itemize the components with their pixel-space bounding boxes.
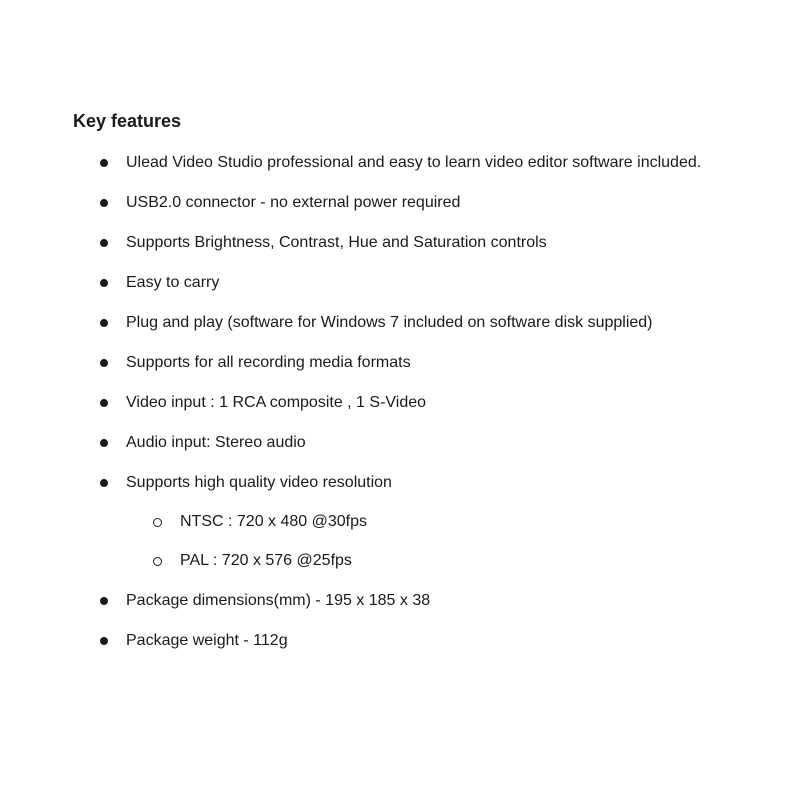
list-item-text: Package dimensions(mm) - 195 x 185 x 38: [126, 592, 431, 609]
bullet-icon: [100, 359, 108, 367]
bullet-icon: [100, 199, 108, 207]
list-item-text: Easy to carry: [126, 274, 220, 291]
bullet-icon: [100, 479, 108, 487]
bullet-icon: [100, 239, 108, 247]
list-item-text: Supports high quality video resolution: [126, 474, 392, 491]
list-item-text: USB2.0 connector - no external power required: [126, 194, 461, 211]
list-item-text: Package weight - 112g: [126, 632, 288, 649]
bullet-icon: [100, 159, 108, 167]
list-item-text: Video input : 1 RCA composite , 1 S-Video: [126, 394, 427, 411]
bullet-icon: [100, 597, 108, 605]
bullet-icon: [100, 439, 108, 447]
sub-list-item-text: PAL : 720 x 576 @25fps: [180, 552, 352, 569]
bullet-icon: [100, 319, 108, 327]
bullet-icon: [100, 279, 108, 287]
hollow-circle-bullet-icon: [153, 557, 162, 566]
sub-list-item-text: NTSC : 720 x 480 @30fps: [180, 513, 367, 530]
hollow-circle-bullet-icon: [153, 518, 162, 527]
list-item-text: Supports for all recording media formats: [126, 354, 411, 371]
bullet-icon: [100, 637, 108, 645]
list-item-text: Plug and play (software for Windows 7 included on software disk supplied): [126, 314, 653, 331]
list-item-text: Ulead Video Studio professional and easy to learn video editor software included.: [126, 154, 702, 171]
section-heading: Key features: [73, 111, 182, 131]
list-item-text: Supports Brightness, Contrast, Hue and Saturation controls: [126, 234, 547, 251]
list-item-text: Audio input: Stereo audio: [126, 434, 306, 451]
bullet-icon: [100, 399, 108, 407]
